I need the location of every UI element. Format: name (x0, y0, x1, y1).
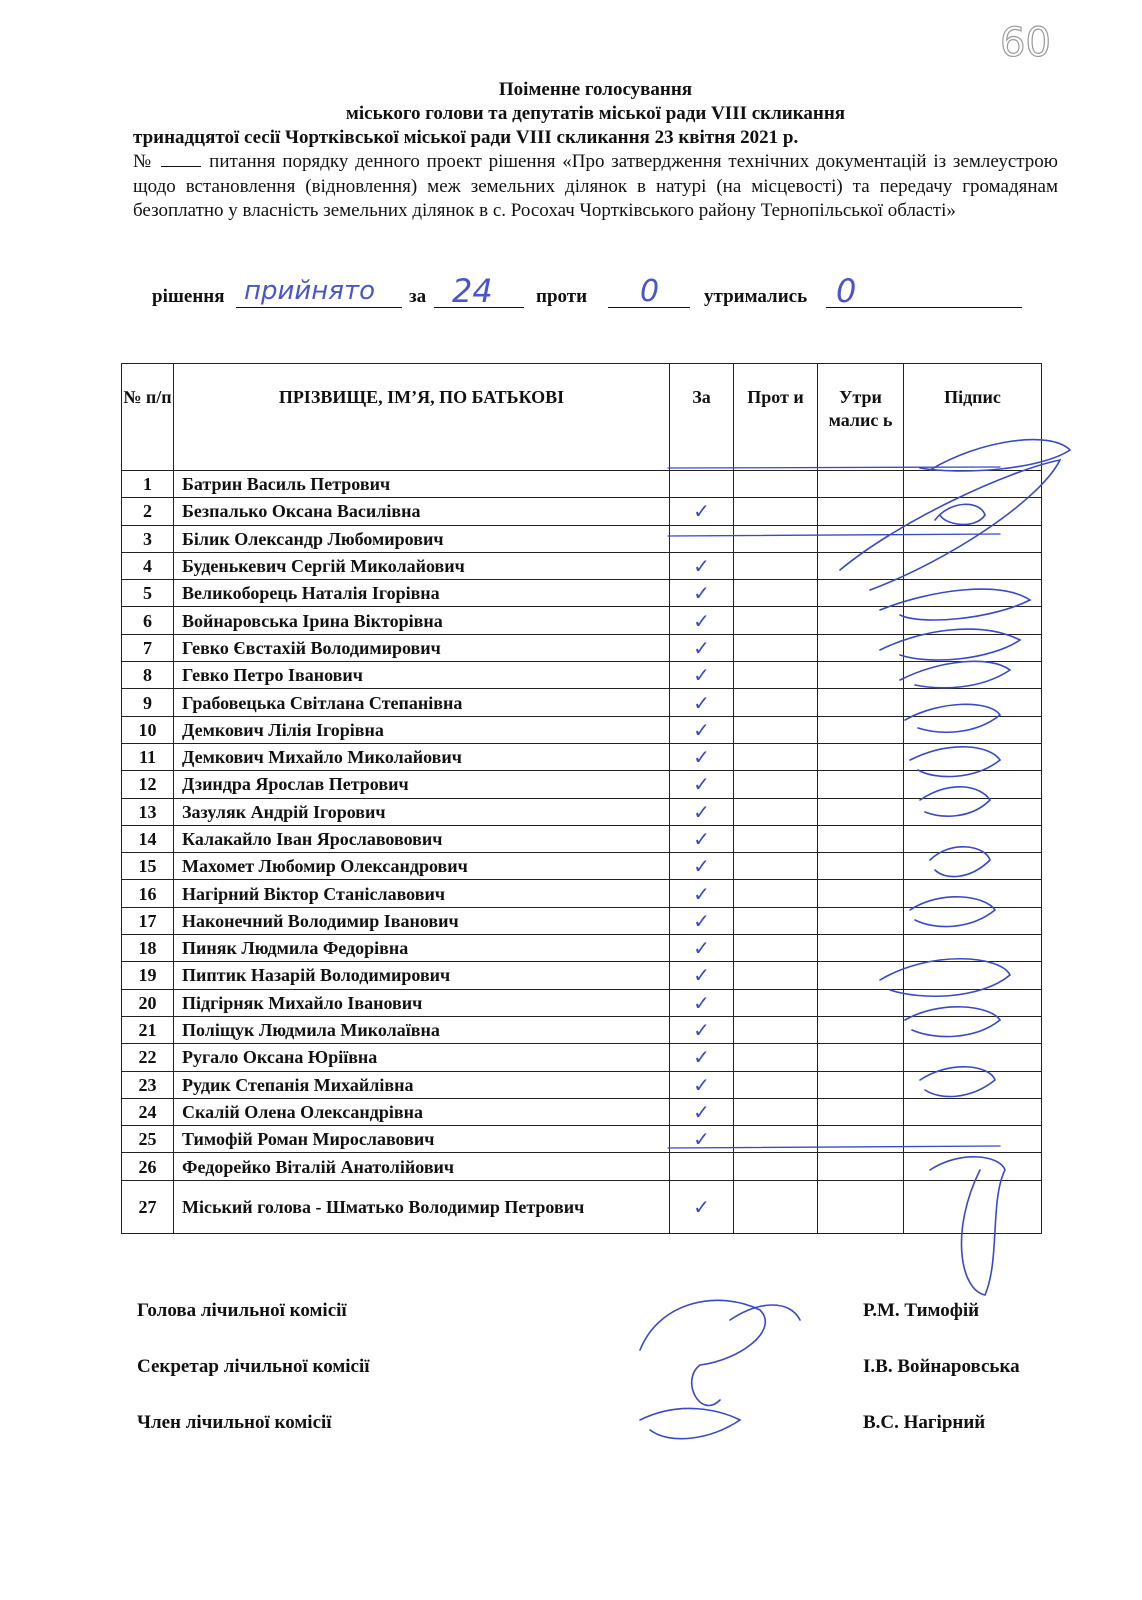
header-signature: Підпис (904, 364, 1042, 471)
member-role: Член лічильної комісії (137, 1412, 332, 1433)
row-signature-cell (904, 1016, 1042, 1043)
row-against-cell (734, 1071, 818, 1098)
row-against-cell (734, 825, 818, 852)
row-number: 27 (122, 1180, 174, 1233)
row-name: Великоборець Наталія Ігорівна (174, 580, 670, 607)
row-abstained-cell (818, 1180, 904, 1233)
row-signature-cell (904, 880, 1042, 907)
check-mark-icon: ✓ (693, 1194, 710, 1219)
table-row (122, 634, 1042, 661)
table-row (122, 935, 1042, 962)
table-row (122, 1044, 1042, 1071)
table-row (122, 662, 1042, 689)
check-mark-icon: ✓ (693, 690, 710, 715)
row-number: 8 (122, 662, 174, 689)
row-name: Грабовецька Світлана Степанівна (174, 689, 670, 716)
row-against-cell (734, 1016, 818, 1043)
against-label: проти (536, 286, 588, 307)
row-against-cell (734, 798, 818, 825)
row-against-cell (734, 607, 818, 634)
row-abstained-cell (818, 1016, 904, 1043)
row-number: 15 (122, 853, 174, 880)
row-name: Войнаровська Ірина Вікторівна (174, 607, 670, 634)
row-name: Міський голова - Шматько Володимир Петрович (174, 1180, 670, 1233)
row-number: 18 (122, 935, 174, 962)
check-mark-icon: ✓ (693, 936, 710, 961)
header-against: Прот и (734, 364, 818, 471)
row-against-cell (734, 935, 818, 962)
table-row (122, 1016, 1042, 1043)
row-abstained-cell (818, 716, 904, 743)
row-against-cell (734, 662, 818, 689)
row-against-cell (734, 907, 818, 934)
title-line-2: міського голови та депутатів міської ради VIII скликання (345, 103, 846, 124)
check-mark-icon: ✓ (693, 1099, 710, 1124)
row-abstained-cell (818, 962, 904, 989)
abstained-value: 0 (836, 272, 857, 310)
row-abstained-cell (818, 853, 904, 880)
row-number: 14 (122, 825, 174, 852)
row-name: Буденькевич Сергій Миколайович (174, 552, 670, 579)
check-mark-icon: ✓ (693, 499, 710, 524)
check-mark-icon: ✓ (693, 827, 710, 851)
voting-table-wrap (121, 363, 1041, 1234)
row-for-cell (670, 935, 734, 962)
row-against-cell (734, 880, 818, 907)
title-line-1: Поіменне голосування (498, 79, 693, 100)
row-number: 5 (122, 580, 174, 607)
row-for-cell (670, 471, 734, 498)
row-for-cell (670, 662, 734, 689)
agenda-text: питання порядку денного проект рішення «Про затвердження технічних документацій із землеустрою щодо встановлення (відновлення) меж земельних ділянок в натурі (на місцевості) та передачу громадянам безоплатно у власність земельних ділянок в с. Росохач Чортківського району Тернопільської області» (133, 151, 1058, 221)
row-against-cell (734, 716, 818, 743)
row-for-cell (670, 743, 734, 770)
for-value: 24 (452, 272, 493, 310)
table-row (122, 989, 1042, 1016)
row-for-cell (670, 1044, 734, 1071)
row-signature-cell (904, 471, 1042, 498)
check-mark-icon: ✓ (693, 1072, 710, 1097)
check-mark-icon: ✓ (693, 635, 710, 660)
row-signature-cell (904, 1098, 1042, 1125)
row-signature-cell (904, 798, 1042, 825)
row-signature-cell (904, 825, 1042, 852)
row-signature-cell (904, 1153, 1042, 1180)
row-abstained-cell (818, 552, 904, 579)
table-row (122, 1098, 1042, 1125)
row-for-cell (670, 525, 734, 552)
agenda-number-sign: № (133, 151, 154, 172)
row-for-cell (670, 1016, 734, 1043)
row-name: Рудик Степанія Михайлівна (174, 1071, 670, 1098)
row-signature-cell (904, 853, 1042, 880)
row-number: 20 (122, 989, 174, 1016)
table-row (122, 798, 1042, 825)
table-row (122, 962, 1042, 989)
row-abstained-cell (818, 525, 904, 552)
table-row (122, 825, 1042, 852)
row-for-cell (670, 989, 734, 1016)
row-number: 7 (122, 634, 174, 661)
row-signature-cell (904, 552, 1042, 579)
check-mark-icon: ✓ (693, 772, 710, 797)
row-number: 6 (122, 607, 174, 634)
row-for-cell (670, 1071, 734, 1098)
table-row (122, 1071, 1042, 1098)
row-for-cell (670, 1180, 734, 1233)
row-abstained-cell (818, 1126, 904, 1153)
check-mark-icon: ✓ (693, 1127, 710, 1152)
table-row (122, 853, 1042, 880)
table-row (122, 1126, 1042, 1153)
row-for-cell (670, 1153, 734, 1180)
table-row (122, 1180, 1042, 1233)
row-name: Наконечний Володимир Іванович (174, 907, 670, 934)
row-number: 22 (122, 1044, 174, 1071)
row-signature-cell (904, 1044, 1042, 1071)
title-line-3: тринадцятої сесії Чортківської міської ради VIII скликання 23 квітня 2021 р. (133, 127, 799, 148)
row-name: Зазуляк Андрій Ігорович (174, 798, 670, 825)
row-name: Ругало Оксана Юріївна (174, 1044, 670, 1071)
against-value: 0 (640, 274, 660, 309)
row-signature-cell (904, 716, 1042, 743)
row-abstained-cell (818, 825, 904, 852)
row-against-cell (734, 1044, 818, 1071)
document-header (133, 78, 1058, 224)
commission-secretary-row (137, 1356, 1047, 1412)
check-mark-icon: ✓ (693, 881, 710, 906)
row-number: 9 (122, 689, 174, 716)
commission-block (137, 1300, 1047, 1468)
abstained-label: утримались (704, 286, 808, 307)
row-for-cell (670, 771, 734, 798)
row-for-cell (670, 1098, 734, 1125)
check-mark-icon: ✓ (693, 799, 710, 824)
check-mark-icon: ✓ (693, 608, 710, 633)
row-against-cell (734, 552, 818, 579)
decision-label: рішення (152, 286, 225, 307)
check-mark-icon: ✓ (693, 663, 710, 688)
row-abstained-cell (818, 1071, 904, 1098)
row-signature-cell (904, 935, 1042, 962)
row-for-cell (670, 580, 734, 607)
row-number: 16 (122, 880, 174, 907)
for-label: за (409, 286, 427, 307)
row-against-cell (734, 498, 818, 525)
table-row (122, 880, 1042, 907)
row-name: Пиняк Людмила Федорівна (174, 935, 670, 962)
row-number: 24 (122, 1098, 174, 1125)
row-signature-cell (904, 1180, 1042, 1233)
row-for-cell (670, 498, 734, 525)
row-abstained-cell (818, 471, 904, 498)
table-row (122, 743, 1042, 770)
row-signature-cell (904, 662, 1042, 689)
row-signature-cell (904, 607, 1042, 634)
row-for-cell (670, 607, 734, 634)
check-mark-icon: ✓ (693, 1018, 710, 1043)
row-number: 13 (122, 798, 174, 825)
row-abstained-cell (818, 1153, 904, 1180)
row-name: Тимофій Роман Мирославович (174, 1126, 670, 1153)
row-name: Федорейко Віталій Анатолійович (174, 1153, 670, 1180)
table-row (122, 471, 1042, 498)
row-signature-cell (904, 498, 1042, 525)
row-abstained-cell (818, 662, 904, 689)
decision-underline (236, 307, 402, 308)
row-against-cell (734, 743, 818, 770)
row-against-cell (734, 962, 818, 989)
row-signature-cell (904, 525, 1042, 552)
row-signature-cell (904, 580, 1042, 607)
check-mark-icon: ✓ (693, 554, 710, 579)
row-for-cell (670, 634, 734, 661)
row-against-cell (734, 580, 818, 607)
row-against-cell (734, 771, 818, 798)
row-abstained-cell (818, 1044, 904, 1071)
row-for-cell (670, 907, 734, 934)
row-signature-cell (904, 771, 1042, 798)
page-number-text: 60 (1000, 20, 1051, 66)
row-for-cell (670, 798, 734, 825)
row-name: Гевко Петро Іванович (174, 662, 670, 689)
check-mark-icon: ✓ (693, 1045, 710, 1070)
row-number: 21 (122, 1016, 174, 1043)
secretary-role: Секретар лічильної комісії (137, 1356, 370, 1377)
table-header-row (122, 364, 1042, 471)
row-signature-cell (904, 962, 1042, 989)
member-name: В.С. Нагірний (863, 1412, 986, 1433)
row-name: Батрин Василь Петрович (174, 471, 670, 498)
table-body (122, 471, 1042, 1234)
row-for-cell (670, 962, 734, 989)
row-name: Скалій Олена Олександрівна (174, 1098, 670, 1125)
row-number: 1 (122, 471, 174, 498)
row-name: Білик Олександр Любомирович (174, 525, 670, 552)
row-for-cell (670, 880, 734, 907)
row-for-cell (670, 716, 734, 743)
header-num: № п/п (122, 364, 174, 471)
check-mark-icon: ✓ (693, 717, 710, 742)
row-number: 4 (122, 552, 174, 579)
row-number: 17 (122, 907, 174, 934)
row-abstained-cell (818, 689, 904, 716)
row-number: 26 (122, 1153, 174, 1180)
table-row (122, 580, 1042, 607)
row-against-cell (734, 471, 818, 498)
table-row (122, 607, 1042, 634)
chair-name: Р.М. Тимофій (863, 1300, 980, 1321)
agenda-item (133, 150, 1058, 224)
result-line (152, 272, 1052, 316)
row-name: Безпалько Оксана Василівна (174, 498, 670, 525)
row-against-cell (734, 1153, 818, 1180)
row-name: Калакайло Іван Ярославовович (174, 825, 670, 852)
page-number (1000, 18, 1090, 68)
row-for-cell (670, 825, 734, 852)
check-mark-icon: ✓ (693, 745, 710, 770)
chair-role: Голова лічильної комісії (137, 1300, 347, 1321)
row-abstained-cell (818, 907, 904, 934)
row-name: Демкович Михайло Миколайович (174, 743, 670, 770)
check-mark-icon: ✓ (693, 581, 710, 606)
row-abstained-cell (818, 1098, 904, 1125)
row-abstained-cell (818, 580, 904, 607)
row-name: Нагірний Віктор Станіславович (174, 880, 670, 907)
row-name: Пиптик Назарій Володимирович (174, 962, 670, 989)
row-for-cell (670, 853, 734, 880)
row-signature-cell (904, 907, 1042, 934)
check-mark-icon: ✓ (693, 854, 710, 879)
check-mark-icon: ✓ (693, 990, 710, 1015)
table-row (122, 552, 1042, 579)
table-row (122, 907, 1042, 934)
row-number: 19 (122, 962, 174, 989)
table-row (122, 716, 1042, 743)
row-for-cell (670, 552, 734, 579)
row-number: 25 (122, 1126, 174, 1153)
row-name: Дзиндра Ярослав Петрович (174, 771, 670, 798)
row-abstained-cell (818, 743, 904, 770)
row-number: 10 (122, 716, 174, 743)
header-name: ПРІЗВИЩЕ, ІМ’Я, ПО БАТЬКОВІ (174, 364, 670, 471)
row-against-cell (734, 525, 818, 552)
row-for-cell (670, 689, 734, 716)
row-name: Підгірняк Михайло Іванович (174, 989, 670, 1016)
row-abstained-cell (818, 771, 904, 798)
row-signature-cell (904, 1126, 1042, 1153)
row-for-cell (670, 1126, 734, 1153)
row-number: 12 (122, 771, 174, 798)
row-against-cell (734, 634, 818, 661)
row-signature-cell (904, 989, 1042, 1016)
row-number: 11 (122, 743, 174, 770)
row-abstained-cell (818, 798, 904, 825)
commission-member-row (137, 1412, 1047, 1468)
agenda-number-blank (161, 166, 201, 167)
row-against-cell (734, 1098, 818, 1125)
row-signature-cell (904, 634, 1042, 661)
table-row (122, 525, 1042, 552)
row-against-cell (734, 689, 818, 716)
secretary-name: І.В. Войнаровська (863, 1356, 1020, 1377)
row-name: Демкович Лілія Ігорівна (174, 716, 670, 743)
row-abstained-cell (818, 498, 904, 525)
row-abstained-cell (818, 989, 904, 1016)
row-signature-cell (904, 689, 1042, 716)
row-against-cell (734, 1126, 818, 1153)
decision-value: прийнято (244, 276, 375, 306)
header-for: За (670, 364, 734, 471)
row-abstained-cell (818, 634, 904, 661)
row-abstained-cell (818, 880, 904, 907)
header-abstained: Утри малис ь (818, 364, 904, 471)
table-row (122, 1153, 1042, 1180)
check-mark-icon: ✓ (693, 908, 710, 933)
row-name: Гевко Євстахій Володимирович (174, 634, 670, 661)
table-row (122, 498, 1042, 525)
row-signature-cell (904, 743, 1042, 770)
table-row (122, 771, 1042, 798)
row-abstained-cell (818, 935, 904, 962)
voting-table (121, 363, 1042, 1234)
row-name: Поліщук Людмила Миколаївна (174, 1016, 670, 1043)
table-row (122, 689, 1042, 716)
row-against-cell (734, 1180, 818, 1233)
row-against-cell (734, 989, 818, 1016)
commission-chair-row (137, 1300, 1047, 1356)
check-mark-icon: ✓ (693, 963, 710, 988)
row-number: 23 (122, 1071, 174, 1098)
row-abstained-cell (818, 607, 904, 634)
row-number: 2 (122, 498, 174, 525)
row-number: 3 (122, 525, 174, 552)
row-signature-cell (904, 1071, 1042, 1098)
row-name: Махомет Любомир Олександрович (174, 853, 670, 880)
row-against-cell (734, 853, 818, 880)
